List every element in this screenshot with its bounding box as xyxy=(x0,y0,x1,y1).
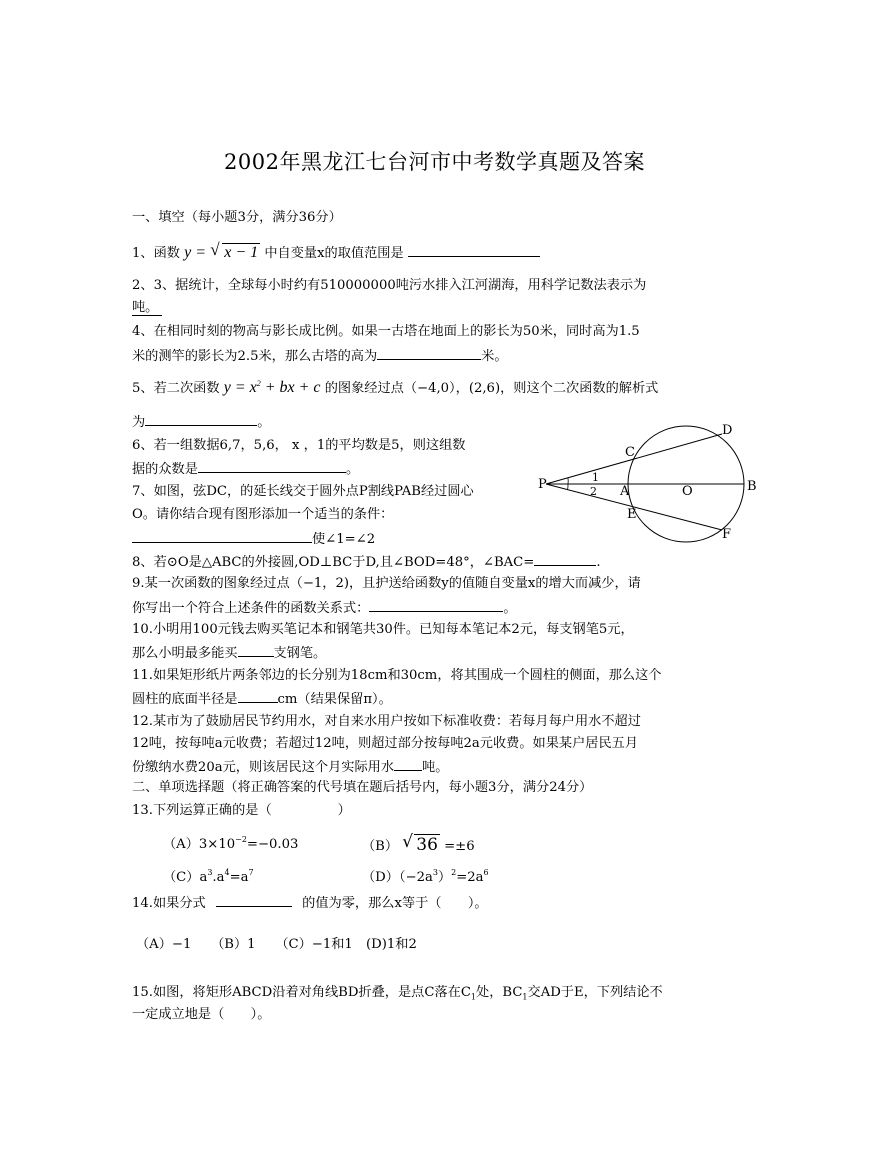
figure-angle-arc-2 xyxy=(568,484,569,490)
q4-answer-blank xyxy=(377,345,481,360)
q11-prefix: 圆柱的底面半径是 xyxy=(132,692,238,707)
q13-option-b-prefix: （B） xyxy=(362,839,399,854)
q8-suffix: . xyxy=(596,555,601,570)
q9-answer-blank xyxy=(369,597,503,612)
q13-option-d-exp1: 3 xyxy=(432,868,438,877)
question-5-line-2 xyxy=(132,411,270,433)
q6-prefix: 据的众数是 xyxy=(132,462,198,477)
q10-suffix: 支钢笔。 xyxy=(273,646,327,661)
question-7-line-2: O。请你结合现有图形添加一个适当的条件： xyxy=(132,507,394,522)
figure-label-O: O xyxy=(682,484,693,499)
q15-part-b: 处，BC xyxy=(476,985,523,1000)
q13-option-a-suffix: =−0.03 xyxy=(246,837,299,852)
q12-prefix: 份缴纳水费20a元，则该居民这个月实际用水 xyxy=(132,760,395,775)
q14-fraction-blank xyxy=(216,892,292,907)
q13-option-a-exp: −2 xyxy=(235,835,247,844)
question-8 xyxy=(132,551,601,573)
question-7-line-1: 7、如图，弦DC，的延长线交于圆外点P割线PAB经过圆心 xyxy=(132,484,474,499)
section-1-header: 一、填空（每小题3分，满分36分） xyxy=(132,210,342,225)
q1-answer-blank xyxy=(408,242,540,257)
question-4-line-1: 4、在相同时刻的物高与影长成比例。如果一古塔在地面上的影长为50米，同时高为1.5 xyxy=(132,324,640,339)
question-15-line-1 xyxy=(132,983,663,1003)
figure-label-E: E xyxy=(627,507,637,522)
q13-option-d xyxy=(362,868,489,888)
q13-option-d-prefix: （D）（−2a xyxy=(362,870,433,885)
question-12-line-2: 12吨，按每吨a元收费；若超过12吨，则超过部分按每吨2a元收费。如果某户居民五月 xyxy=(132,736,639,751)
q5-line2-suffix: 。 xyxy=(257,415,271,430)
question-5-line-1 xyxy=(132,378,658,399)
question-15-line-2: 一定成立地是（ ）。 xyxy=(132,1007,271,1022)
question-11-line-1: 11.如果矩形纸片两条邻边的长分别为18cm和30cm，将其围成一个圆柱的侧面，那么这个 xyxy=(132,668,662,683)
q13-option-a-prefix: （A）3×10 xyxy=(163,837,236,852)
q6-answer-blank xyxy=(198,458,346,473)
q15-part-a: 15.如图，将矩形ABCD沿着对角线BD折叠，是点C落在C xyxy=(132,985,471,1000)
figure-label-B: B xyxy=(747,479,757,494)
q6-suffix: 。 xyxy=(345,462,360,477)
question-12-line-1: 12.某市为了鼓励居民节约用水，对自来水用户按如下标准收费：若每月每户用水不超过 xyxy=(132,714,641,729)
q12-suffix: 吨。 xyxy=(422,760,449,775)
question-4-line-2 xyxy=(132,345,508,367)
figure-label-1: 1 xyxy=(592,471,599,484)
q12-answer-blank xyxy=(394,756,422,771)
q2-unit: 吨。 xyxy=(132,300,162,316)
question-13-stem: 13.下列运算正确的是（ ） xyxy=(132,803,351,818)
q1-radicand: x − 1 xyxy=(224,244,259,261)
question-12-line-3 xyxy=(132,756,448,778)
q13-option-c xyxy=(163,868,254,888)
q15-sub-1: 1 xyxy=(470,992,477,1002)
figure-label-2: 2 xyxy=(590,485,597,498)
figure-label-D: D xyxy=(722,423,733,438)
figure-label-A: A xyxy=(620,484,630,499)
figure-label-C: C xyxy=(625,445,635,460)
q7-suffix: 使∠1=∠2 xyxy=(312,532,376,547)
q5-line2-prefix: 为 xyxy=(132,415,146,430)
q10-answer-blank xyxy=(238,642,274,657)
q13-option-a xyxy=(163,835,298,855)
q13-option-c-mid: .a xyxy=(212,870,225,885)
q5-formula-exp: 2 xyxy=(256,379,261,388)
q1-suffix: 中自变量x的取值范围是 xyxy=(264,246,404,261)
question-11-line-2 xyxy=(132,688,392,710)
q5-formula xyxy=(224,379,321,396)
q13-option-b xyxy=(362,832,475,857)
q13-option-d-exp2: 2 xyxy=(451,868,457,877)
q8-prefix: 8、若⊙O是△ABC的外接圆,OD⊥BC于D,且∠BOD=48°，∠BAC= xyxy=(132,555,535,570)
q13-option-c-exp1: 3 xyxy=(207,868,213,877)
question-1 xyxy=(132,242,540,264)
q13-option-c-prefix: （C）a xyxy=(163,870,208,885)
question-14 xyxy=(132,892,488,914)
q13-option-d-mid: ） xyxy=(437,870,452,885)
q5-formula-rest: + bx + c xyxy=(260,379,321,396)
figure-label-P: P xyxy=(538,477,547,492)
question-9-line-1: 9.某一次函数的图象经过点（−1，2)，且护送给函数y的值随自变量x的增大而减少，请 xyxy=(132,576,641,591)
q8-answer-blank xyxy=(534,551,596,566)
circle-secant-figure xyxy=(530,418,770,544)
q15-sub-2: 1 xyxy=(522,992,528,1002)
q1-prefix: 1、函数 xyxy=(132,246,180,261)
question-2-line-1: 2、3、据统计，全球每小时约有510000000吨污水排入江河湖海，用科学记数法表示为 xyxy=(132,278,647,293)
question-6-line-2 xyxy=(132,458,359,480)
q14-prefix: 14.如果分式 xyxy=(132,896,206,911)
question-9-line-2 xyxy=(132,597,517,619)
question-2-line-2 xyxy=(132,298,162,318)
q11-answer-blank xyxy=(238,688,278,703)
q9-prefix: 你写出一个符合上述条件的函数关系式： xyxy=(132,601,370,616)
q1-sqrt: √ x − 1 xyxy=(210,240,259,261)
q13-option-c-eq: =a xyxy=(229,870,249,885)
q14-suffix: 的值为零，那么x等于（ ）。 xyxy=(302,896,488,911)
question-14-options: （A）−1 （B）1 （C）−1和1 (D)1和2 xyxy=(136,937,417,952)
q13-option-d-exp3: 6 xyxy=(483,868,489,877)
q15-part-c: 交AD于E，下列结论不 xyxy=(527,985,663,1000)
q13-option-b-sqrt: √ 36 xyxy=(402,832,438,855)
q13-option-b-suffix: =±6 xyxy=(444,839,475,854)
q9-suffix: 。 xyxy=(503,601,517,616)
q5-answer-blank xyxy=(145,411,257,426)
q11-suffix: cm（结果保留π）。 xyxy=(277,692,392,707)
q1-formula-y: y = xyxy=(184,244,207,261)
q13-option-c-exp3: 7 xyxy=(248,868,254,877)
question-10-line-2 xyxy=(132,642,326,664)
question-10-line-1: 10.小明用100元钱去购买笔记本和钢笔共30件。已知每本笔记本2元，每支钢笔5元， xyxy=(132,622,634,637)
q4-prefix: 米的测竿的影长为2.5米，那么古塔的高为 xyxy=(132,349,378,364)
q5-suffix: 的图象经过点（−4,0），(2,6)，则这个二次函数的解析式 xyxy=(324,381,659,396)
question-6-line-1: 6、若一组数据6,7，5,6， x ，1的平均数是5，则这组数 xyxy=(132,438,466,453)
q10-prefix: 那么小明最多能买 xyxy=(132,646,238,661)
q13-option-d-eq: =2a xyxy=(456,870,484,885)
q13-option-c-exp2: 4 xyxy=(224,868,230,877)
q13-option-b-radicand: 36 xyxy=(416,835,438,855)
q4-suffix: 米。 xyxy=(481,349,508,364)
q7-answer-blank xyxy=(132,528,312,543)
q5-formula-y: y = x xyxy=(223,379,257,396)
question-7-line-3 xyxy=(132,528,375,550)
page-title: 2002年黑龙江七台河市中考数学真题及答案 xyxy=(224,150,645,174)
section-2-header: 二、单项选择题（将正确答案的代号填在题后括号内，每小题3分，满分24分） xyxy=(132,780,593,795)
q5-prefix: 5、若二次函数 xyxy=(132,381,220,396)
figure-label-F: F xyxy=(722,527,732,542)
